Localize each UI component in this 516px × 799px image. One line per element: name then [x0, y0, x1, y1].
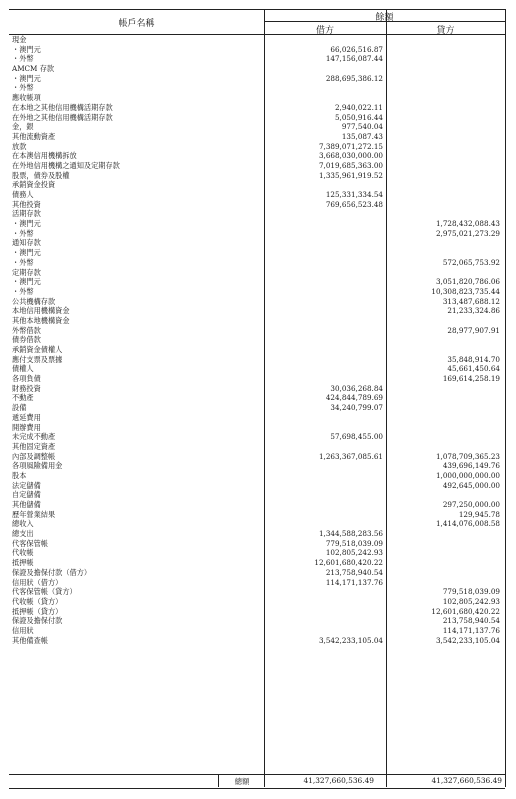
account-name-cell: ・外幣 — [12, 228, 34, 238]
table-row — [9, 519, 505, 529]
table-row — [9, 180, 505, 190]
credit-cell: 169,614,258.19 — [442, 374, 500, 384]
credit-cell: 572,065,753.92 — [442, 257, 500, 267]
account-name-cell: 代收帳（貸方） — [12, 596, 63, 606]
table-row — [9, 587, 505, 597]
debit-cell: 977,540.04 — [341, 122, 383, 132]
credit-cell: 492,645,000.00 — [442, 480, 500, 490]
credit-cell: 313,487,688.12 — [442, 296, 500, 306]
account-name-cell: 法定儲備 — [12, 480, 41, 490]
table-row — [9, 597, 505, 607]
account-name-cell: 債權人 — [12, 364, 34, 374]
account-name-cell: 公共機構存款 — [12, 296, 56, 306]
table-row — [9, 548, 505, 558]
debit-cell: 424,844,789.69 — [325, 393, 383, 403]
table-row — [9, 374, 505, 384]
table-row — [9, 423, 505, 433]
credit-cell: 129,945.78 — [458, 509, 500, 519]
account-name-cell: 本地信用機構資金 — [12, 306, 70, 316]
account-name-cell: 總支出 — [12, 529, 34, 539]
table-row — [9, 171, 505, 181]
account-name-cell: 股本 — [12, 470, 27, 480]
total-credit: 41,327,660,536.49 — [431, 776, 502, 785]
credit-cell: 12,601,680,420.22 — [431, 606, 500, 616]
table-row — [9, 287, 505, 297]
account-name-cell: 債務人 — [12, 190, 34, 199]
table-row — [9, 335, 505, 345]
account-name-cell: ・外幣 — [12, 257, 34, 267]
credit-cell: 1,728,432,088.43 — [435, 219, 500, 229]
account-name-cell: ・外幣 — [12, 286, 34, 296]
table-row — [9, 113, 505, 123]
account-name-cell: ・澳門元 — [12, 248, 41, 258]
table-row — [9, 413, 505, 423]
credit-cell: 28,977,907.91 — [447, 325, 500, 335]
account-name-cell: 在外地信用機構之通知及定期存款 — [12, 160, 120, 170]
account-name-cell: 內部及調整帳 — [12, 451, 56, 461]
account-name-cell: 在本澳信用機構拆放 — [12, 151, 77, 161]
table-row — [9, 122, 505, 132]
account-name-cell: ・澳門元 — [12, 219, 41, 229]
account-name-cell: 其他本地機構資金 — [12, 315, 70, 325]
account-name-cell: 其他投資 — [12, 199, 41, 209]
account-name-cell: 其他備查帳 — [12, 635, 48, 645]
credit-cell: 3,051,820,786.06 — [435, 277, 500, 287]
table-row — [9, 490, 505, 500]
table-row — [9, 132, 505, 142]
account-name-cell: 信用狀 — [12, 625, 34, 635]
credit-cell: 439,696,149.76 — [442, 461, 500, 471]
account-name-cell: 抵押帳 — [12, 558, 34, 568]
table-row — [9, 54, 505, 64]
table-row — [9, 316, 505, 326]
account-name-cell: 總收入 — [12, 519, 34, 529]
account-name-cell: 其他流動資產 — [12, 131, 56, 141]
table-row — [9, 64, 505, 74]
account-name-cell: ・外幣 — [12, 54, 34, 64]
table-row — [9, 432, 505, 442]
debit-cell: 66,026,516.87 — [330, 44, 383, 54]
total-debit: 41,327,660,536.49 — [303, 776, 374, 785]
table-row — [9, 500, 505, 510]
table-row — [9, 364, 505, 374]
account-rows — [9, 35, 505, 645]
account-name-cell: 現金 — [12, 35, 27, 44]
table-row — [9, 393, 505, 403]
table-row — [9, 442, 505, 452]
account-name-cell: 自定儲備 — [12, 490, 41, 500]
credit-cell: 779,518,039.09 — [442, 587, 500, 597]
table-row — [9, 626, 505, 636]
account-name-cell: 金，銀 — [12, 122, 34, 132]
account-name-cell: 代客保管帳（貸方） — [12, 587, 77, 597]
account-name-cell: 信用狀（借方） — [12, 577, 63, 587]
table-row — [9, 161, 505, 171]
table-row — [9, 268, 505, 278]
debit-cell: 3,542,233,105.04 — [318, 635, 383, 645]
account-name-cell: 外幣借款 — [12, 325, 41, 335]
account-name-cell: 應收帳項 — [12, 93, 41, 103]
debit-cell: 213,758,940.54 — [325, 567, 383, 577]
account-name-cell: 遞延費用 — [12, 412, 41, 422]
credit-cell: 10,308,823,735.44 — [431, 286, 500, 296]
debit-cell: 34,240,799.07 — [330, 403, 383, 413]
table-row — [9, 209, 505, 219]
debit-cell: 3,668,030,000.00 — [318, 151, 383, 161]
debit-cell: 114,171,137.76 — [325, 577, 383, 587]
debit-cell: 7,389,071,272.15 — [318, 141, 383, 151]
table-row — [9, 326, 505, 336]
account-name-cell: 歷年營業結果 — [12, 509, 56, 519]
credit-cell: 1,000,000,000.00 — [435, 470, 500, 480]
table-row — [9, 229, 505, 239]
column-divider-right — [505, 9, 506, 787]
credit-header: 貸方 — [436, 26, 455, 36]
debit-cell: 147,156,087.44 — [325, 54, 383, 64]
debit-cell: 769,656,523.48 — [325, 199, 383, 209]
account-name-cell: 保證及擔保付款 — [12, 616, 63, 626]
debit-cell: 135,087.43 — [341, 131, 383, 141]
table-row — [9, 35, 505, 45]
credit-cell: 35,848,914.70 — [447, 354, 500, 364]
table-row — [9, 636, 505, 646]
table-row — [9, 306, 505, 316]
account-name-cell: 各項風險備用金 — [12, 461, 63, 471]
table-row — [9, 345, 505, 355]
account-name-cell: 開辦費用 — [12, 422, 41, 432]
table-row — [9, 93, 505, 103]
table-row — [9, 74, 505, 84]
debit-cell: 1,335,961,919.52 — [318, 170, 383, 180]
account-name-cell: 承銷資金投資 — [12, 180, 56, 190]
account-name-cell: 各項負債 — [12, 374, 41, 384]
credit-cell: 213,758,940.54 — [442, 616, 500, 626]
debit-cell: 5,050,916.44 — [334, 112, 383, 122]
debit-cell: 57,698,455.00 — [330, 432, 383, 442]
account-name-cell: 通知存款 — [12, 238, 41, 248]
account-name-cell: ・澳門元 — [12, 44, 41, 54]
table-row — [9, 384, 505, 394]
balance-header: 餘額 — [375, 13, 394, 23]
debit-cell: 30,036,268.84 — [330, 383, 383, 393]
debit-header: 借方 — [315, 26, 334, 36]
debit-cell: 102,805,242.93 — [325, 548, 383, 558]
table-row — [9, 190, 505, 200]
table-row — [9, 578, 505, 588]
table-row — [9, 277, 505, 287]
account-name-cell: 抵押帳（貸方） — [12, 606, 63, 616]
account-name-cell: 代收帳 — [12, 548, 34, 558]
account-name-cell: 應付支票及票據 — [12, 354, 63, 364]
table-row — [9, 510, 505, 520]
account-name-cell: 在本地之其他信用機構活期存款 — [12, 102, 113, 112]
table-row — [9, 558, 505, 568]
account-name-cell: 未完成不動產 — [12, 432, 56, 442]
table-row — [9, 248, 505, 258]
account-name-cell: ・澳門元 — [12, 73, 41, 83]
table-row — [9, 403, 505, 413]
credit-cell: 1,078,709,365.23 — [435, 451, 500, 461]
table-row — [9, 471, 505, 481]
debit-cell: 12,601,680,420.22 — [314, 558, 383, 568]
account-name-cell: 承銷資金債權人 — [12, 345, 63, 354]
account-name-header: 帳戶名稱 — [118, 19, 155, 29]
table-row — [9, 452, 505, 462]
debit-cell: 1,344,588,283.56 — [318, 529, 383, 539]
account-name-cell: AMCM 存款 — [12, 64, 55, 74]
credit-cell: 2,975,021,273.29 — [435, 228, 500, 238]
account-name-cell: 活期存款 — [12, 209, 41, 219]
account-name-cell: 定期存款 — [12, 267, 41, 277]
account-name-cell: 股票，債券及股權 — [12, 170, 70, 180]
account-name-cell: 代客保管帳 — [12, 538, 48, 548]
table-row — [9, 529, 505, 539]
table-row — [9, 219, 505, 229]
table-row — [9, 45, 505, 55]
debit-cell: 125,331,334.54 — [325, 190, 383, 199]
account-name-cell: 保證及擔保付款（借方） — [12, 567, 92, 577]
account-name-cell: 債券借款 — [12, 335, 41, 345]
account-name-cell: 在外地之其他信用機構活期存款 — [12, 112, 113, 122]
account-name-cell: 財務投資 — [12, 383, 41, 393]
account-name-cell: 不動產 — [12, 393, 34, 403]
credit-cell: 1,414,076,008.58 — [435, 519, 500, 529]
total-label: 總額 — [234, 777, 250, 786]
credit-cell: 102,805,242.93 — [442, 596, 500, 606]
table-row — [9, 461, 505, 471]
credit-cell: 297,250,000.00 — [442, 500, 500, 509]
debit-cell: 288,695,386.12 — [325, 73, 383, 83]
table-row — [9, 607, 505, 617]
table-row — [9, 616, 505, 626]
account-name-cell: 其他儲備 — [12, 500, 41, 509]
table-row — [9, 142, 505, 152]
debit-cell: 779,518,039.09 — [325, 538, 383, 548]
table-row — [9, 200, 505, 210]
table-row — [9, 481, 505, 491]
table-row — [9, 258, 505, 268]
credit-cell: 114,171,137.76 — [442, 625, 500, 635]
table-row — [9, 568, 505, 578]
debit-cell: 2,940,022.11 — [334, 102, 383, 112]
credit-cell: 3,542,233,105.04 — [435, 635, 500, 645]
account-name-cell: 放款 — [12, 141, 27, 151]
table-row — [9, 238, 505, 248]
table-row — [9, 297, 505, 307]
account-name-cell: 設備 — [12, 403, 27, 413]
credit-cell: 45,661,450.64 — [447, 364, 500, 374]
table-row — [9, 83, 505, 93]
credit-cell: 21,233,324.86 — [447, 306, 500, 316]
table-row — [9, 151, 505, 161]
table-row — [9, 103, 505, 113]
debit-cell: 7,019,685,363.00 — [318, 160, 383, 170]
debit-cell: 1,263,367,085.61 — [318, 451, 383, 461]
account-name-cell: ・澳門元 — [12, 277, 41, 287]
table-row — [9, 539, 505, 549]
table-row — [9, 355, 505, 365]
account-name-cell: 其他固定資產 — [12, 441, 56, 451]
account-name-cell: ・外幣 — [12, 83, 34, 93]
